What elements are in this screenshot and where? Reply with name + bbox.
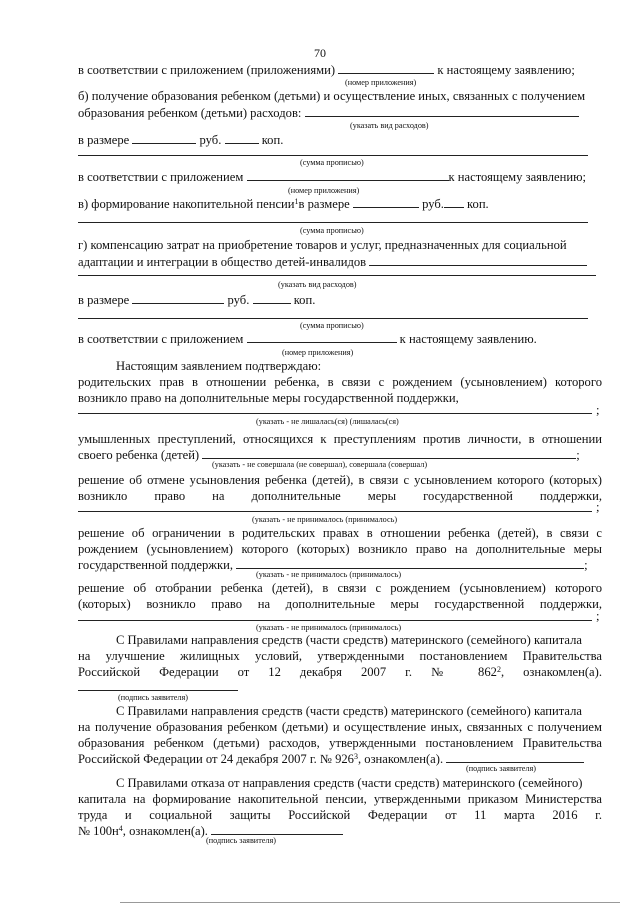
signature-caption: (подпись заявителя) [206,836,276,845]
blank-line[interactable] [78,155,588,156]
signature-caption: (подпись заявителя) [466,764,536,773]
text-line: ; [596,403,600,417]
field-caption: (номер приложения) [288,186,360,195]
signature-field[interactable] [211,823,343,835]
text-line: Настоящим заявлением подтверждаю: [116,359,322,373]
signature-field[interactable] [446,751,584,763]
text-line: г) компенсацию затрат на приобретение товаров и услуг, предназначенных для социальной [78,238,567,252]
text-line: государственной поддержки, ; [78,558,588,572]
text-line: решение об отмене усыновления ребенка (детей), в связи с усыновлением которого (которых) [78,473,602,487]
text-line: возникло право на дополнительные меры государственной поддержки, [78,489,602,503]
field-caption: (номер приложения) [282,348,354,357]
signature-line[interactable] [78,690,238,691]
page-number: 70 [314,46,326,60]
text-line: в соответствии с приложением к настоящему заявлению. [78,332,537,346]
field-caption: (указать - не совершала (не совершал), совершала (совершал) [212,460,428,469]
text-line: Российской Федерации от 12 декабря 2007 г. № $862^2$, ознакомлен(а). [78,665,602,679]
field-caption: (указать - не принималось (принималось) [256,570,402,579]
text-line: С Правилами отказа от направления средств (части средств) материнского (семейного) [116,776,583,790]
text-line: образования ребенком (детьми) расходов, утвержденными постановлением Правительства [78,736,602,750]
field-caption: (сумма прописью) [300,321,364,330]
text-line: решение об отобрании ребенка (детей), в связи с рождением (усыновлением) которого [78,581,602,595]
text-line: родительских прав в отношении ребенка, в связи с рождением (усыновлением) которого [78,375,602,389]
blank-field[interactable] [353,196,419,208]
field-caption: (сумма прописью) [300,226,364,235]
footnote-rule [120,902,620,903]
text-line: ; [596,500,600,514]
text-line: рождением (усыновлением) которого (которых) возникло право на дополнительные меры [78,542,602,556]
blank-field[interactable] [247,331,397,343]
text-line: адаптации и интеграции в общество детей-инвалидов [78,254,602,270]
blank-field[interactable] [444,196,464,208]
field-caption: (сумма прописью) [300,158,364,167]
text-line: решение об ограничении в родительских правах в отношении ребенка (детей), в связи с [78,526,602,540]
blank-field[interactable] [236,557,584,569]
text-line: в размере руб. коп. [78,133,284,147]
blank-field[interactable] [132,132,196,144]
blank-line[interactable] [78,511,592,512]
blank-field[interactable] [305,105,579,117]
text-line: б) получение образования ребенком (детьми) и осуществление иных, связанных с получением [78,89,586,103]
text-line: в размере руб. коп. [78,293,316,307]
field-caption: (указать - не принималось (принималось) [252,515,398,524]
text-line: ; [596,609,600,623]
blank-line[interactable] [78,413,592,414]
signature-caption: (подпись заявителя) [118,693,188,702]
blank-field[interactable] [132,292,224,304]
blank-line[interactable] [78,275,596,276]
text-line: № $100н^4$, ознакомлен(а). [78,823,602,839]
text-line: труда и социальной защиты Российской Федерации от 11 марта 2016 г. [78,808,602,822]
blank-field[interactable] [253,292,291,304]
field-caption: (указать вид расходов) [350,121,429,130]
field-caption: (указать - не лишалась(ся) (лишалась(ся) [256,417,399,426]
blank-field[interactable] [225,132,259,144]
text-line: (которых) возникло право на дополнительные меры государственной поддержки, [78,597,602,611]
text-line: в соответствии с приложением к настоящему заявлению; [78,170,586,184]
text-line: С Правилами направления средств (части средств) материнского (семейного) капитала [116,704,583,718]
blank-line[interactable] [78,318,588,319]
blank-field[interactable] [202,447,576,459]
text-line: на улучшение жилищных условий, утвержденными постановлением Правительства [78,649,602,663]
text-line: своего ребенка (детей) ; [78,448,580,462]
field-caption: (указать вид расходов) [278,280,357,289]
text-line: на получение образования ребенком (детьми) и осуществление иных, связанных с получением [78,720,602,734]
text-line: возникло право на дополнительные меры государственной поддержки, [78,391,459,405]
blank-line[interactable] [78,222,588,223]
text-line: Российской Федерации от 24 декабря 2007 г. № $926^3$, ознакомлен(а). [78,751,602,767]
blank-field[interactable] [369,254,587,266]
field-caption: (номер приложения) [345,78,417,87]
blank-field[interactable] [338,62,434,74]
text-line: образования ребенком (детьми) расходов: [78,105,602,121]
text-line: С Правилами направления средств (части средств) материнского (семейного) капитала [116,633,583,647]
field-caption: (указать - не принималось (принималось) [256,623,402,632]
text-line: в) формирование накопительной пенсии$^1$в размере руб. коп. [78,197,489,211]
text-line: в соответствии с приложением (приложениями) к настоящему заявлению; [78,63,575,77]
blank-field[interactable] [247,169,449,181]
text-line: умышленных преступлений, относящихся к преступлениям против личности, в отношении [78,432,602,446]
blank-line[interactable] [78,620,592,621]
text-line: капитала на формирование накопительной пенсии, утвержденными приказом Министерства [78,792,602,806]
